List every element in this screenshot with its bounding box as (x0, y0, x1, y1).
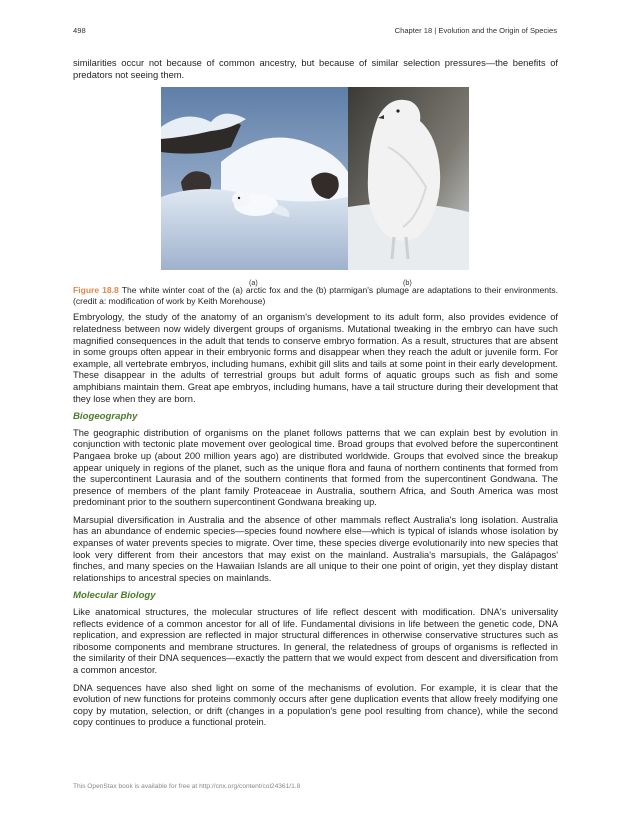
arctic-fox-photo (161, 87, 348, 270)
molecular-biology-paragraph-2: DNA sequences have also shed light on some of the mechanisms of evolution. For example, it is clear that the evolution of new functions for proteins commonly occurs after gene duplication events that allow freely modifying one copy by mutation, selection, or drift (changes in a population's gene pool resulting from chance), while the second copy continues to produce a functional protein. (73, 682, 558, 728)
page-number: 498 (73, 26, 86, 35)
chapter-title: Chapter 18 | Evolution and the Origin of Species (394, 26, 557, 35)
page-content (73, 58, 558, 735)
figure-caption (73, 285, 558, 306)
biogeography-paragraph-1: The geographic distribution of organisms on the planet follows patterns that we can explain best by evolution in conjunction with tectonic plate movement over geological time. Broad groups that evolved before the supercontinent Pangaea broke up (about 200 million years ago) are distributed worldwide. Groups that evolved since the breakup appear uniquely in regions of the planet, such as the unique flora and fauna of northern continents that formed from the supercontinent Laurasia and of the southern continents that formed from the supercontinent Gondwana. The presence of members of the plant family Proteaceae in Australia, southern Africa, and South America was most predominant prior to the southern supercontinent Gondwana breaking up. (73, 427, 558, 508)
molecular-biology-heading: Molecular Biology (73, 590, 156, 602)
biogeography-heading: Biogeography (73, 411, 138, 423)
ptarmigan-image (348, 87, 469, 270)
biogeography-paragraph-2: Marsupial diversification in Australia and the absence of other mammals reflect Australia's long isolation. Australia has an abundance of endemic species—species found nowhere else—which is typical of islands whose isolation by expanses of water prevents species to migrate. Over time, these species diverge evolutionarily into new species that look very different from their ancestors that may exist on the mainland. Australia's marsupials, the Galápagos' finches, and many species on the Hawaiian Islands are all unique to their one point of origin, yet they display distant relationships to ancestral species on mainlands. (73, 514, 558, 583)
embryology-paragraph: Embryology, the study of the anatomy of an organism's development to its adult form, also provides evidence of relatedness between now widely divergent groups of organisms. Mutational tweaking in the embryo can have such magnified consequences in the adult that tends to conserve embryo formation. As a result, structures that are absent in some groups often appear in their embryonic forms and disappear when they reach the adult or juvenile form. For example, all vertebrate embryos, including humans, exhibit gill slits and tails at some point in their early development. These disappear in the adults of terrestrial groups but adult forms of aquatic groups such as fish and some amphibians maintain them. Great ape embryos, including humans, have a tail structure during their development that they lose when they are born. (73, 312, 558, 404)
molecular-biology-paragraph-1: Like anatomical structures, the molecular structures of life reflect descent with modification. DNA's universality reflects evidence of a common ancestor for all of life. Fundamental divisions in life between the genetic code, DNA replication, and expression are reflected in major structural differences in otherwise conservative structures such as ribosome components and membrane structures. In general, the relatedness of groups of organisms is reflected in the similarity of their DNA sequences—exactly the pattern that we would expect from descent and diversification from a common ancestor. (73, 607, 558, 675)
arctic-fox-image (161, 87, 348, 270)
page-header (73, 26, 557, 35)
figure-number: Figure 18.8 (73, 285, 119, 296)
page-footer: This OpenStax book is available for free at http://cnx.org/content/col24361/1.8 (73, 783, 301, 790)
intro-paragraph: similarities occur not because of common ancestry, but because of similar selection pressures—the benefits of predators not seeing them. (73, 58, 558, 80)
figure-18-8 (73, 87, 558, 288)
subfigure-a-label: (a) (249, 278, 258, 288)
ptarmigan-photo (348, 87, 469, 270)
subfigure-b-label: (b) (403, 278, 412, 288)
figure-caption-text: The white winter coat of the (a) arctic fox and the (b) ptarmigan's plumage are adaptations to their environments. (credit a: modification of work by Keith Morehouse) (73, 285, 558, 306)
